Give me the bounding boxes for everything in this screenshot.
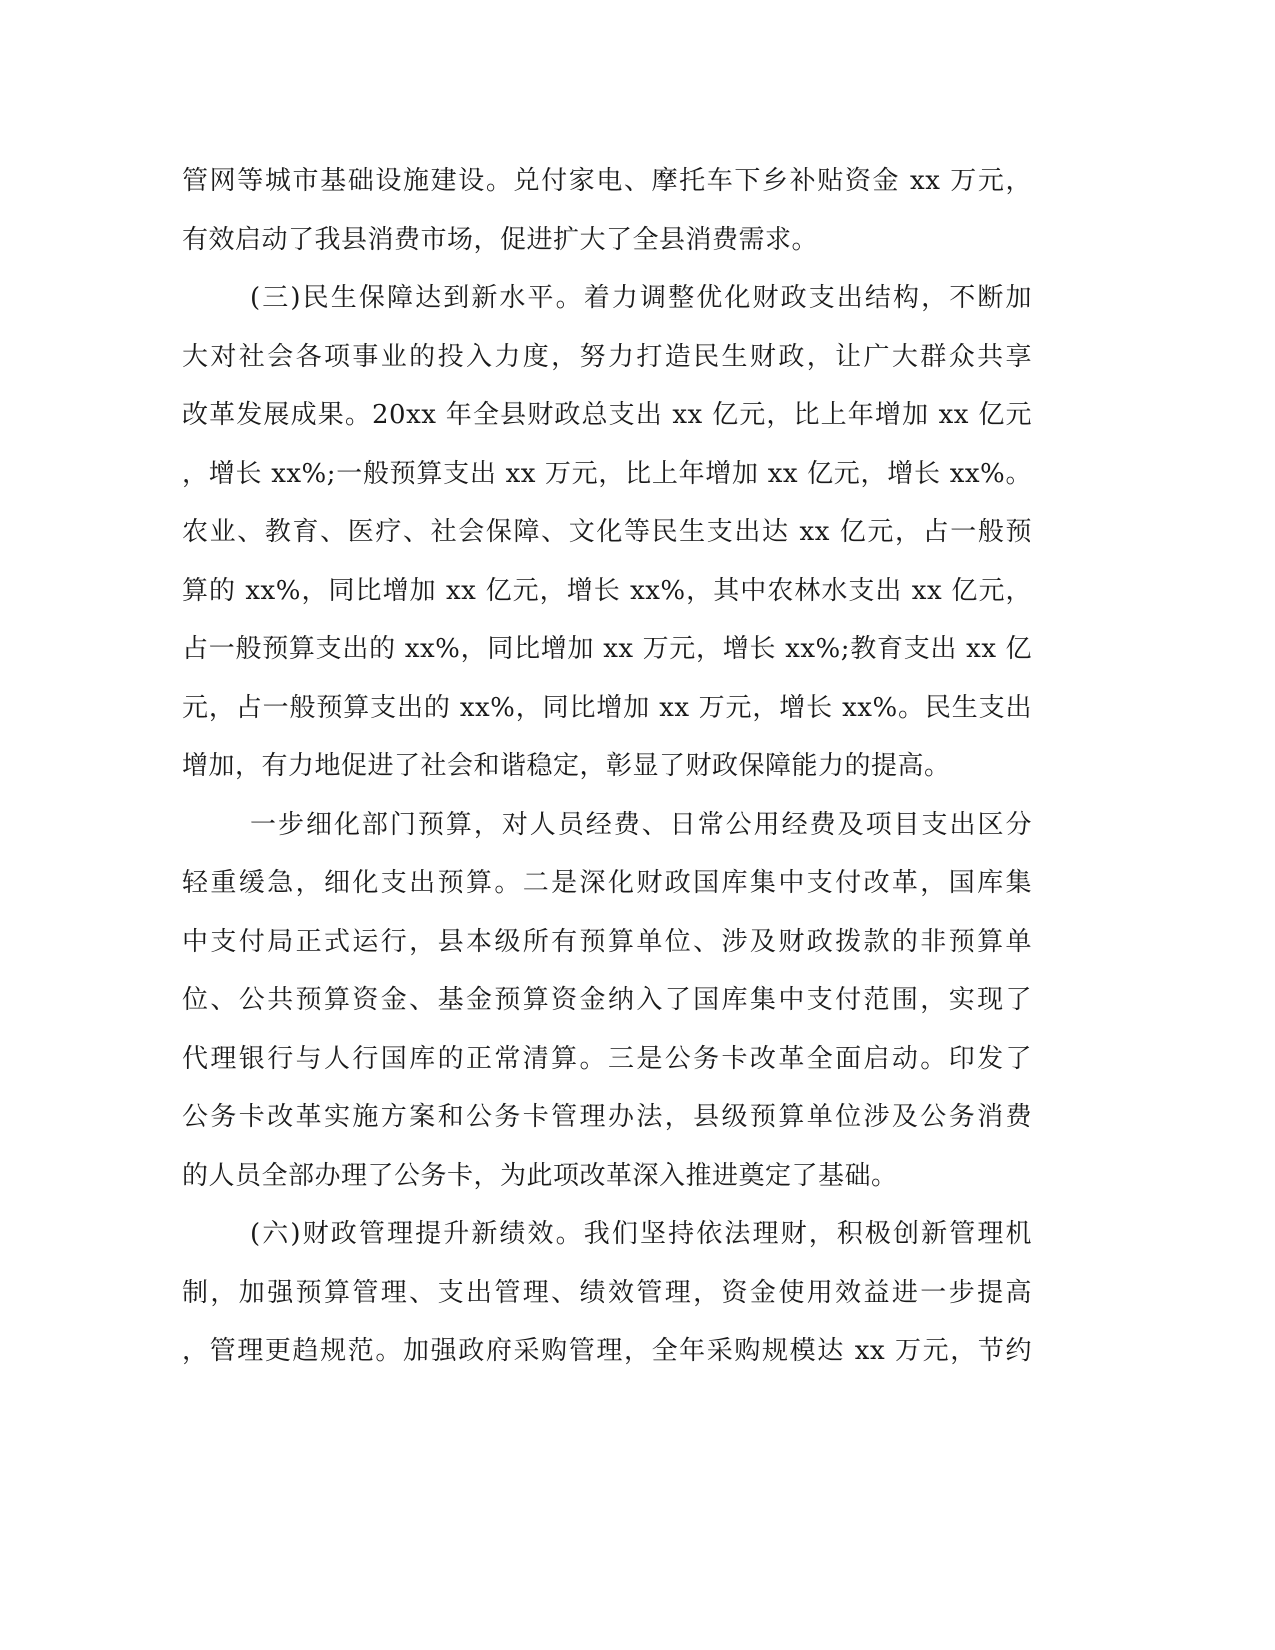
text-line: 中支付局正式运行，县本级所有预算单位、涉及财政拨款的非预算单 [182,926,1032,957]
text-line: 改革发展成果。20xx 年全县财政总支出 xx 亿元，比上年增加 xx 亿元 [182,400,1032,430]
text-line: 位、公共预算资金、基金预算资金纳入了国库集中支付范围，实现了 [182,985,1032,1015]
paragraph-infrastructure [182,152,1032,269]
text-line: (三)民生保障达到新水平。着力调整优化财政支出结构，不断加 [250,283,1032,313]
text-line: 管网等城市基础设施建设。兑付家电、摩托车下乡补贴资金 xx 万元， [182,166,1032,196]
text-line: 算的 xx%，同比增加 xx 亿元，增长 xx%，其中农林水支出 xx 亿元， [182,575,1032,606]
text-line: 有效启动了我县消费市场，促进扩大了全县消费需求。 [182,224,819,255]
text-line: 大对社会各项事业的投入力度，努力打造民生财政，让广大群众共享 [182,341,1032,372]
text-line: 一步细化部门预算，对人员经费、日常公用经费及项目支出区分 [250,809,1032,840]
text-line: ，管理更趋规范。加强政府采购管理，全年采购规模达 xx 万元，节约 [182,1336,1032,1366]
document-page [182,152,1032,1381]
paragraph-livelihood [182,269,1032,796]
paragraph-fiscal-management [182,1205,1032,1381]
text-line: 轻重缓急，细化支出预算。二是深化财政国库集中支付改革，国库集 [182,868,1032,898]
text-line: 的人员全部办理了公务卡，为此项改革深入推进奠定了基础。 [182,1160,898,1191]
paragraph-budget-reform [182,796,1032,1206]
text-line: ，增长 xx%;一般预算支出 xx 万元，比上年增加 xx 亿元，增长 xx%。 [182,458,1032,489]
text-line: 农业、教育、医疗、社会保障、文化等民生支出达 xx 亿元，占一般预 [182,517,1032,547]
text-line: 代理银行与人行国库的正常清算。三是公务卡改革全面启动。印发了 [182,1043,1032,1074]
text-line: (六)财政管理提升新绩效。我们坚持依法理财，积极创新管理机 [250,1219,1032,1249]
text-line: 占一般预算支出的 xx%，同比增加 xx 万元，增长 xx%;教育支出 xx 亿 [182,634,1032,664]
text-line: 制，加强预算管理、支出管理、绩效管理，资金使用效益进一步提高 [182,1277,1032,1308]
text-line: 元，占一般预算支出的 xx%，同比增加 xx 万元，增长 xx%。民生支出 [182,692,1032,723]
text-line: 增加，有力地促进了社会和谐稳定，彰显了财政保障能力的提高。 [182,751,951,781]
text-line: 公务卡改革实施方案和公务卡管理办法，县级预算单位涉及公务消费 [182,1102,1032,1132]
